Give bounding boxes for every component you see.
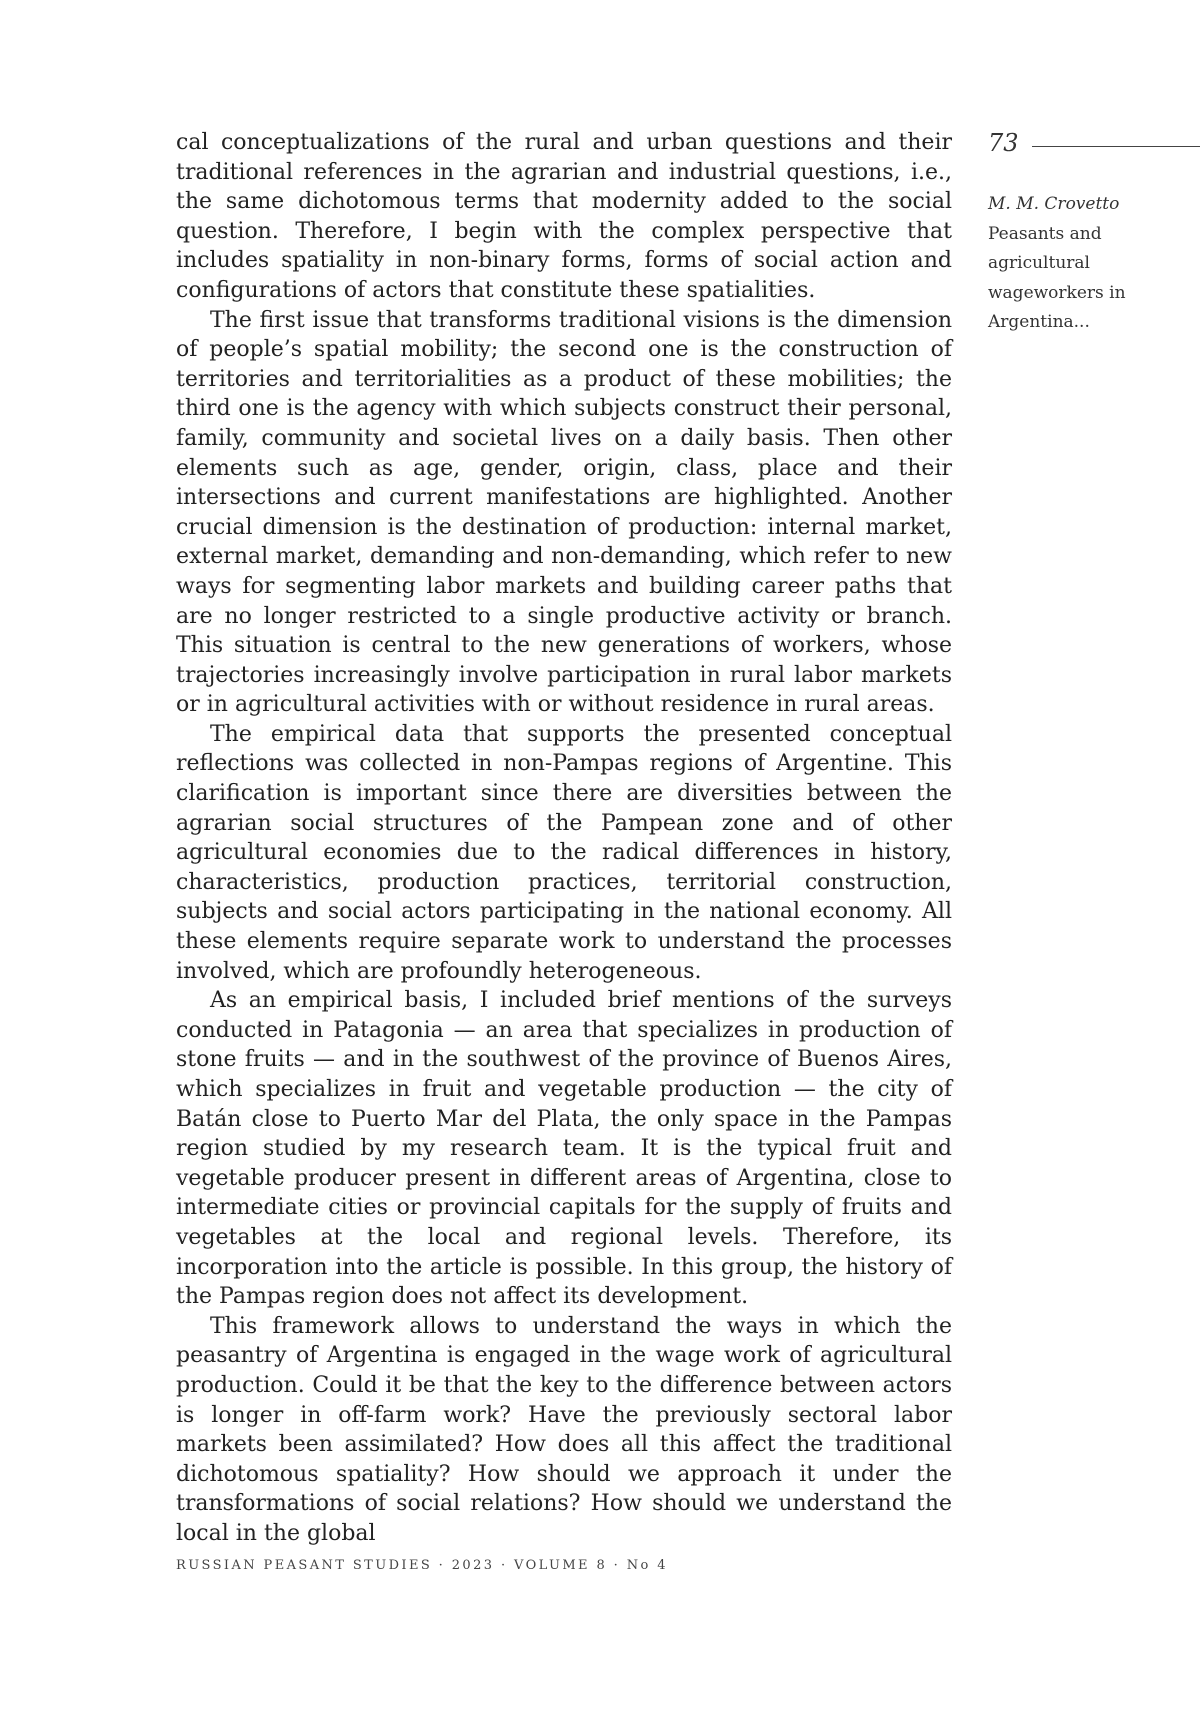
running-title-line: wageworkers in	[988, 282, 1126, 303]
paragraph-1: cal conceptualizations of the rural and urban questions and their traditional references in the agrarian and industrial questions, i.e., the same dichotomous terms that modernity added to the social question. Therefore, I begin with the complex perspective that includes spatiality in non-binary forms, forms of social action and configurations of actors that constitute these spatialities.	[176, 130, 952, 303]
paragraph-2: The first issue that transforms traditional visions is the dimension of people’s spatial mobility; the second one is the construction of territories and territorialities as a product of these mobilities; the third one is the agency with which subjects construct their personal, family, community and societal lives on a daily basis. Then other elements such as age, gender, origin, class, place and their intersections and current manifestations are highlighted. Another crucial dimension is the destination of production: internal market, external market, demanding and non-demanding, which refer to new ways for segmenting labor markets and building career paths that are no longer restricted to a single productive activity or branch. This situation is central to the new generations of workers, whose trajectories increasingly involve participation in rural labor markets or in agricultural activities with or without residence in rural areas.	[176, 307, 952, 718]
paragraph-4: As an empirical basis, I included brief mentions of the surveys conducted in Patagonia — an area that specializes in production of stone fruits — and in the southwest of the province of Buenos Aires, which specializes in fruit and vegetable production — the city of Batán close to Puerto Mar del Plata, the only space in the Pampas region studied by my research team. It is the typical fruit and vegetable producer present in different areas of Argentina, close to intermediate cities or provincial capitals for the supply of fruits and vegetables at the local and regional levels. Therefore, its incorporation into the article is possible. In this group, the history of the Pampas region does not affect its development.	[176, 988, 952, 1310]
paragraph-3: The empirical data that supports the presented conceptual reflections was collected in non-Pampas regions of Argentine. This clarification is important since there are diversities between the agrarian social structures of the Pampean zone and of other agricultural economies due to the radical differences in history, characteristics, production practices, territorial construction, subjects and social actors participating in the national economy. All these elements require separate work to understand the processes involved, which are profoundly heterogeneous.	[176, 721, 952, 984]
paragraph-5: This framework allows to understand the ways in which the peasantry of Argentina is engaged in the wage work of agricultural production. Could it be that the key to the difference between actors is longer in off-farm work? Have the previously sectoral labor markets been assimilated? How does all this affect the traditional dichotomous spatiality? How should we approach it under the transformations of social relations? How should we understand the local in the global	[176, 1313, 952, 1546]
journal-footer: RUSSIAN PEASANT STUDIES · 2023 · VOLUME 8 · No 4	[176, 1558, 668, 1573]
running-author: M. M. Crovetto	[988, 194, 1120, 214]
body-text	[176, 128, 952, 1549]
running-header	[988, 190, 1188, 338]
running-title-line: Peasants and	[988, 223, 1102, 244]
header-rule	[1032, 146, 1200, 147]
running-title-line: Argentina...	[988, 312, 1090, 333]
page-number: 73	[988, 129, 1019, 157]
running-title-line: agricultural	[988, 253, 1090, 274]
